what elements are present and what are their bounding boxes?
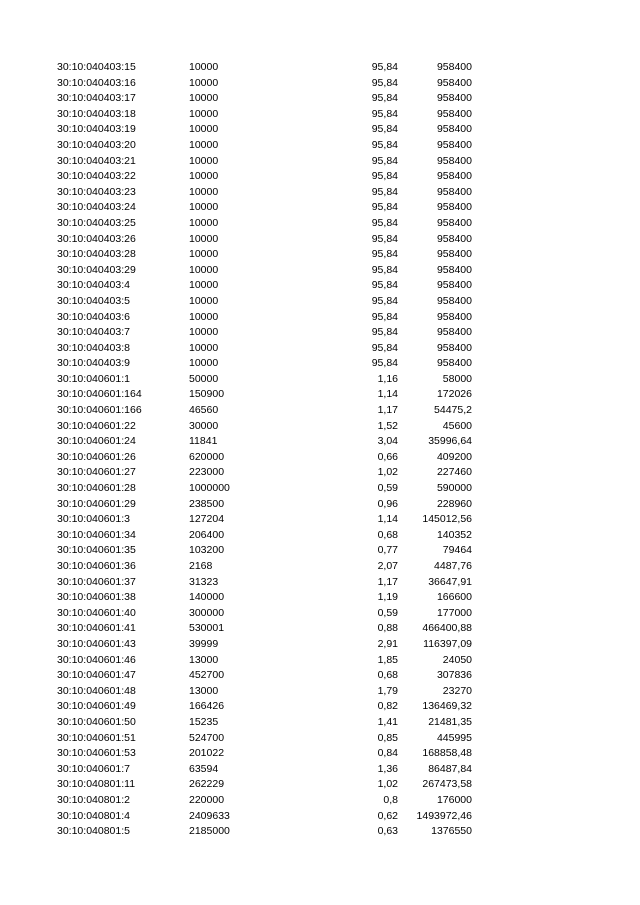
total-cell: 307836 (436, 669, 472, 682)
price-cell: 0,84 (377, 747, 398, 760)
quantity-cell: 39999 (189, 637, 219, 650)
cadastral-number-cell: 30:10:040601:164 (57, 388, 142, 401)
table-row (0, 356, 640, 372)
total-cell: 958400 (436, 279, 472, 292)
cadastral-number-cell: 30:10:040801:11 (57, 778, 136, 791)
quantity-cell: 11841 (189, 435, 218, 448)
table-row (0, 793, 640, 809)
table-row (0, 777, 640, 793)
quantity-cell: 620000 (189, 450, 225, 463)
price-cell: 95,84 (371, 170, 398, 183)
cadastral-number-cell: 30:10:040403:6 (57, 310, 130, 323)
total-cell: 1376550 (431, 825, 472, 838)
table-row (0, 200, 640, 216)
quantity-cell: 103200 (189, 544, 225, 557)
table-row (0, 621, 640, 637)
total-cell: 267473,58 (422, 778, 472, 791)
price-cell: 95,84 (371, 185, 398, 198)
cadastral-number-cell: 30:10:040801:2 (57, 793, 130, 806)
quantity-cell: 166426 (189, 700, 225, 713)
price-cell: 95,84 (371, 294, 398, 307)
quantity-cell: 2185000 (189, 825, 230, 838)
table-row (0, 481, 640, 497)
cadastral-number-cell: 30:10:040601:7 (57, 762, 130, 775)
cadastral-number-cell: 30:10:040601:36 (57, 560, 136, 572)
quantity-cell: 140000 (189, 591, 225, 604)
price-cell: 95,84 (371, 326, 398, 339)
cadastral-number-cell: 30:10:040601:47 (57, 669, 136, 682)
total-cell: 23270 (442, 684, 472, 697)
table-row (0, 341, 640, 357)
quantity-cell: 127204 (189, 513, 225, 526)
price-cell: 0,66 (377, 450, 398, 463)
quantity-cell: 300000 (189, 606, 225, 619)
table-row (0, 247, 640, 263)
quantity-cell: 63594 (189, 762, 219, 775)
cadastral-number-cell: 30:10:040601:34 (57, 528, 136, 541)
price-cell: 95,84 (371, 154, 398, 167)
quantity-cell: 10000 (189, 357, 219, 370)
total-cell: 176000 (436, 793, 472, 806)
quantity-cell: 524700 (189, 731, 225, 744)
price-cell: 95,84 (371, 341, 398, 354)
cadastral-number-cell: 30:10:040601:3 (57, 513, 130, 526)
cadastral-number-cell: 30:10:040601:50 (57, 715, 136, 728)
cadastral-number-cell: 30:10:040801:4 (57, 809, 130, 822)
quantity-cell: 50000 (189, 372, 219, 385)
cadastral-number-cell: 30:10:040403:26 (57, 232, 136, 245)
total-cell: 958400 (436, 61, 472, 73)
total-cell: 445995 (436, 731, 472, 744)
price-cell: 95,84 (371, 248, 398, 261)
table-row (0, 450, 640, 466)
price-cell: 3,04 (377, 435, 398, 448)
total-cell: 21481,35 (428, 715, 472, 728)
price-cell: 1,19 (377, 591, 398, 604)
price-cell: 1,79 (377, 684, 398, 697)
quantity-cell: 10000 (189, 92, 219, 105)
cadastral-number-cell: 30:10:040403:25 (57, 216, 136, 229)
table-row (0, 419, 640, 435)
price-cell: 0,85 (377, 731, 398, 744)
cadastral-number-cell: 30:10:040601:1 (57, 372, 130, 385)
table-row (0, 325, 640, 341)
quantity-cell: 10000 (189, 138, 219, 151)
table-row (0, 809, 640, 825)
total-cell: 166600 (436, 591, 472, 604)
cadastral-number-cell: 30:10:040601:37 (57, 575, 136, 588)
cadastral-number-cell: 30:10:040601:166 (57, 404, 142, 417)
price-cell: 1,36 (377, 762, 398, 775)
price-cell: 1,14 (377, 513, 398, 526)
cadastral-number-cell: 30:10:040601:41 (57, 622, 136, 635)
cadastral-number-cell: 30:10:040403:20 (57, 138, 136, 151)
cadastral-number-cell: 30:10:040403:15 (57, 61, 136, 73)
quantity-cell: 10000 (189, 232, 219, 245)
quantity-cell: 2409633 (189, 809, 230, 822)
price-cell: 0,96 (377, 497, 398, 510)
cadastral-number-cell: 30:10:040601:46 (57, 653, 136, 666)
table-row (0, 497, 640, 513)
total-cell: 145012,56 (422, 513, 472, 526)
price-cell: 95,84 (371, 76, 398, 89)
table-row (0, 543, 640, 559)
cadastral-number-cell: 30:10:040601:43 (57, 637, 136, 650)
total-cell: 36647,91 (428, 575, 472, 588)
total-cell: 4487,76 (434, 560, 472, 572)
quantity-cell: 452700 (189, 669, 225, 682)
total-cell: 86487,84 (428, 762, 472, 775)
cadastral-number-cell: 30:10:040801:5 (57, 825, 130, 838)
price-cell: 1,85 (377, 653, 398, 666)
price-cell: 95,84 (371, 357, 398, 370)
price-cell: 95,84 (371, 138, 398, 151)
quantity-cell: 10000 (189, 185, 219, 198)
quantity-cell: 13000 (189, 684, 219, 697)
cadastral-number-cell: 30:10:040403:4 (57, 279, 130, 292)
price-cell: 1,02 (377, 778, 398, 791)
price-cell: 95,84 (371, 263, 398, 276)
cadastral-number-cell: 30:10:040601:49 (57, 700, 136, 713)
table-row (0, 434, 640, 450)
table-row (0, 590, 640, 606)
table-row (0, 824, 640, 840)
total-cell: 958400 (436, 263, 472, 276)
table-row (0, 169, 640, 185)
table-row (0, 684, 640, 700)
total-cell: 227460 (436, 466, 472, 479)
quantity-cell: 10000 (189, 107, 219, 120)
cadastral-number-cell: 30:10:040403:19 (57, 123, 136, 136)
total-cell: 168858,48 (422, 747, 472, 760)
price-cell: 0,68 (377, 528, 398, 541)
cadastral-number-cell: 30:10:040403:23 (57, 185, 136, 198)
cadastral-number-cell: 30:10:040601:22 (57, 419, 136, 432)
price-cell: 95,84 (371, 201, 398, 214)
cadastral-number-cell: 30:10:040403:17 (57, 92, 136, 105)
price-cell: 95,84 (371, 107, 398, 120)
cadastral-number-cell: 30:10:040403:21 (57, 154, 136, 167)
cadastral-number-cell: 30:10:040403:9 (57, 357, 130, 370)
table-row (0, 216, 640, 232)
table-row (0, 154, 640, 170)
table-row (0, 715, 640, 731)
price-cell: 2,91 (377, 637, 398, 650)
table-row (0, 575, 640, 591)
table-row (0, 746, 640, 762)
total-cell: 958400 (436, 201, 472, 214)
total-cell: 958400 (436, 232, 472, 245)
table-row (0, 606, 640, 622)
price-cell: 95,84 (371, 279, 398, 292)
price-cell: 95,84 (371, 216, 398, 229)
price-cell: 95,84 (371, 310, 398, 323)
cadastral-number-cell: 30:10:040601:35 (57, 544, 136, 557)
cadastral-number-cell: 30:10:040403:7 (57, 326, 130, 339)
total-cell: 958400 (436, 92, 472, 105)
cadastral-number-cell: 30:10:040601:38 (57, 591, 136, 604)
quantity-cell: 10000 (189, 263, 219, 276)
price-cell: 95,84 (371, 92, 398, 105)
total-cell: 136469,32 (422, 700, 472, 713)
total-cell: 958400 (436, 76, 472, 89)
total-cell: 45600 (442, 419, 472, 432)
total-cell: 116397,09 (423, 637, 472, 650)
quantity-cell: 31323 (189, 575, 219, 588)
table-row (0, 107, 640, 123)
price-cell: 2,07 (377, 560, 398, 572)
table-row (0, 294, 640, 310)
price-cell: 0,8 (383, 793, 398, 806)
cadastral-number-cell: 30:10:040403:16 (57, 76, 136, 89)
quantity-cell: 1000000 (189, 482, 230, 495)
total-cell: 35996,64 (428, 435, 472, 448)
quantity-cell: 10000 (189, 201, 219, 214)
spreadsheet-table (0, 60, 640, 840)
total-cell: 958400 (436, 341, 472, 354)
table-row (0, 668, 640, 684)
table-row (0, 232, 640, 248)
table-row (0, 403, 640, 419)
quantity-cell: 530001 (189, 622, 225, 635)
cadastral-number-cell: 30:10:040601:29 (57, 497, 136, 510)
price-cell: 1,52 (377, 419, 398, 432)
total-cell: 958400 (436, 123, 472, 136)
quantity-cell: 10000 (189, 310, 219, 323)
quantity-cell: 2168 (189, 560, 213, 572)
cadastral-number-cell: 30:10:040403:22 (57, 170, 136, 183)
cadastral-number-cell: 30:10:040403:29 (57, 263, 136, 276)
quantity-cell: 10000 (189, 170, 219, 183)
quantity-cell: 10000 (189, 279, 219, 292)
quantity-cell: 10000 (189, 154, 219, 167)
cadastral-number-cell: 30:10:040601:51 (57, 731, 136, 744)
table-row (0, 559, 640, 575)
cadastral-number-cell: 30:10:040601:24 (57, 435, 136, 448)
total-cell: 140352 (436, 528, 472, 541)
price-cell: 1,16 (377, 372, 398, 385)
quantity-cell: 10000 (189, 61, 219, 73)
total-cell: 1493972,46 (416, 809, 472, 822)
quantity-cell: 46560 (189, 404, 219, 417)
cadastral-number-cell: 30:10:040403:5 (57, 294, 130, 307)
quantity-cell: 30000 (189, 419, 219, 432)
quantity-cell: 201022 (189, 747, 225, 760)
quantity-cell: 223000 (189, 466, 225, 479)
cadastral-number-cell: 30:10:040403:24 (57, 201, 136, 214)
table-row (0, 512, 640, 528)
table-row (0, 699, 640, 715)
price-cell: 0,59 (377, 482, 398, 495)
cadastral-number-cell: 30:10:040403:8 (57, 341, 130, 354)
total-cell: 958400 (436, 185, 472, 198)
total-cell: 958400 (436, 357, 472, 370)
quantity-cell: 15235 (189, 715, 219, 728)
cadastral-number-cell: 30:10:040601:40 (57, 606, 136, 619)
cadastral-number-cell: 30:10:040601:48 (57, 684, 136, 697)
price-cell: 0,62 (377, 809, 398, 822)
quantity-cell: 10000 (189, 248, 219, 261)
cadastral-number-cell: 30:10:040403:28 (57, 248, 136, 261)
total-cell: 958400 (436, 170, 472, 183)
price-cell: 1,41 (377, 715, 398, 728)
total-cell: 54475,2 (434, 404, 472, 417)
price-cell: 1,17 (377, 404, 398, 417)
total-cell: 958400 (436, 326, 472, 339)
total-cell: 958400 (436, 154, 472, 167)
cadastral-number-cell: 30:10:040601:28 (57, 482, 136, 495)
quantity-cell: 150900 (189, 388, 225, 401)
cadastral-number-cell: 30:10:040601:53 (57, 747, 136, 760)
total-cell: 58000 (442, 372, 472, 385)
total-cell: 958400 (436, 107, 472, 120)
table-row (0, 653, 640, 669)
total-cell: 958400 (436, 216, 472, 229)
cadastral-number-cell: 30:10:040403:18 (57, 107, 136, 120)
table-row (0, 762, 640, 778)
quantity-cell: 262229 (189, 778, 225, 791)
quantity-cell: 10000 (189, 76, 219, 89)
quantity-cell: 10000 (189, 326, 219, 339)
price-cell: 0,82 (377, 700, 398, 713)
total-cell: 409200 (436, 450, 472, 463)
table-row (0, 637, 640, 653)
total-cell: 172026 (436, 388, 472, 401)
total-cell: 466400,88 (422, 622, 472, 635)
table-row (0, 91, 640, 107)
table-row (0, 60, 640, 76)
table-row (0, 465, 640, 481)
table-row (0, 278, 640, 294)
total-cell: 79464 (442, 544, 472, 557)
cadastral-number-cell: 30:10:040601:27 (57, 466, 136, 479)
price-cell: 95,84 (371, 232, 398, 245)
quantity-cell: 206400 (189, 528, 225, 541)
cadastral-number-cell: 30:10:040601:26 (57, 450, 136, 463)
quantity-cell: 10000 (189, 123, 219, 136)
quantity-cell: 238500 (189, 497, 225, 510)
price-cell: 0,63 (377, 825, 398, 838)
price-cell: 1,14 (377, 388, 398, 401)
total-cell: 958400 (436, 294, 472, 307)
total-cell: 228960 (436, 497, 472, 510)
quantity-cell: 10000 (189, 341, 219, 354)
price-cell: 1,17 (377, 575, 398, 588)
table-row (0, 185, 640, 201)
total-cell: 177000 (436, 606, 472, 619)
table-row (0, 122, 640, 138)
table-row (0, 263, 640, 279)
quantity-cell: 10000 (189, 216, 219, 229)
price-cell: 1,02 (377, 466, 398, 479)
quantity-cell: 10000 (189, 294, 219, 307)
price-cell: 0,59 (377, 606, 398, 619)
price-cell: 0,77 (377, 544, 398, 557)
total-cell: 958400 (436, 138, 472, 151)
total-cell: 590000 (436, 482, 472, 495)
table-row (0, 528, 640, 544)
table-row (0, 76, 640, 92)
total-cell: 24050 (442, 653, 472, 666)
price-cell: 95,84 (371, 61, 398, 73)
price-cell: 0,68 (377, 669, 398, 682)
total-cell: 958400 (436, 310, 472, 323)
price-cell: 0,88 (377, 622, 398, 635)
price-cell: 95,84 (371, 123, 398, 136)
table-row (0, 372, 640, 388)
table-row (0, 731, 640, 747)
quantity-cell: 220000 (189, 793, 225, 806)
table-row (0, 387, 640, 403)
quantity-cell: 13000 (189, 653, 219, 666)
table-row (0, 138, 640, 154)
table-row (0, 310, 640, 326)
total-cell: 958400 (436, 248, 472, 261)
